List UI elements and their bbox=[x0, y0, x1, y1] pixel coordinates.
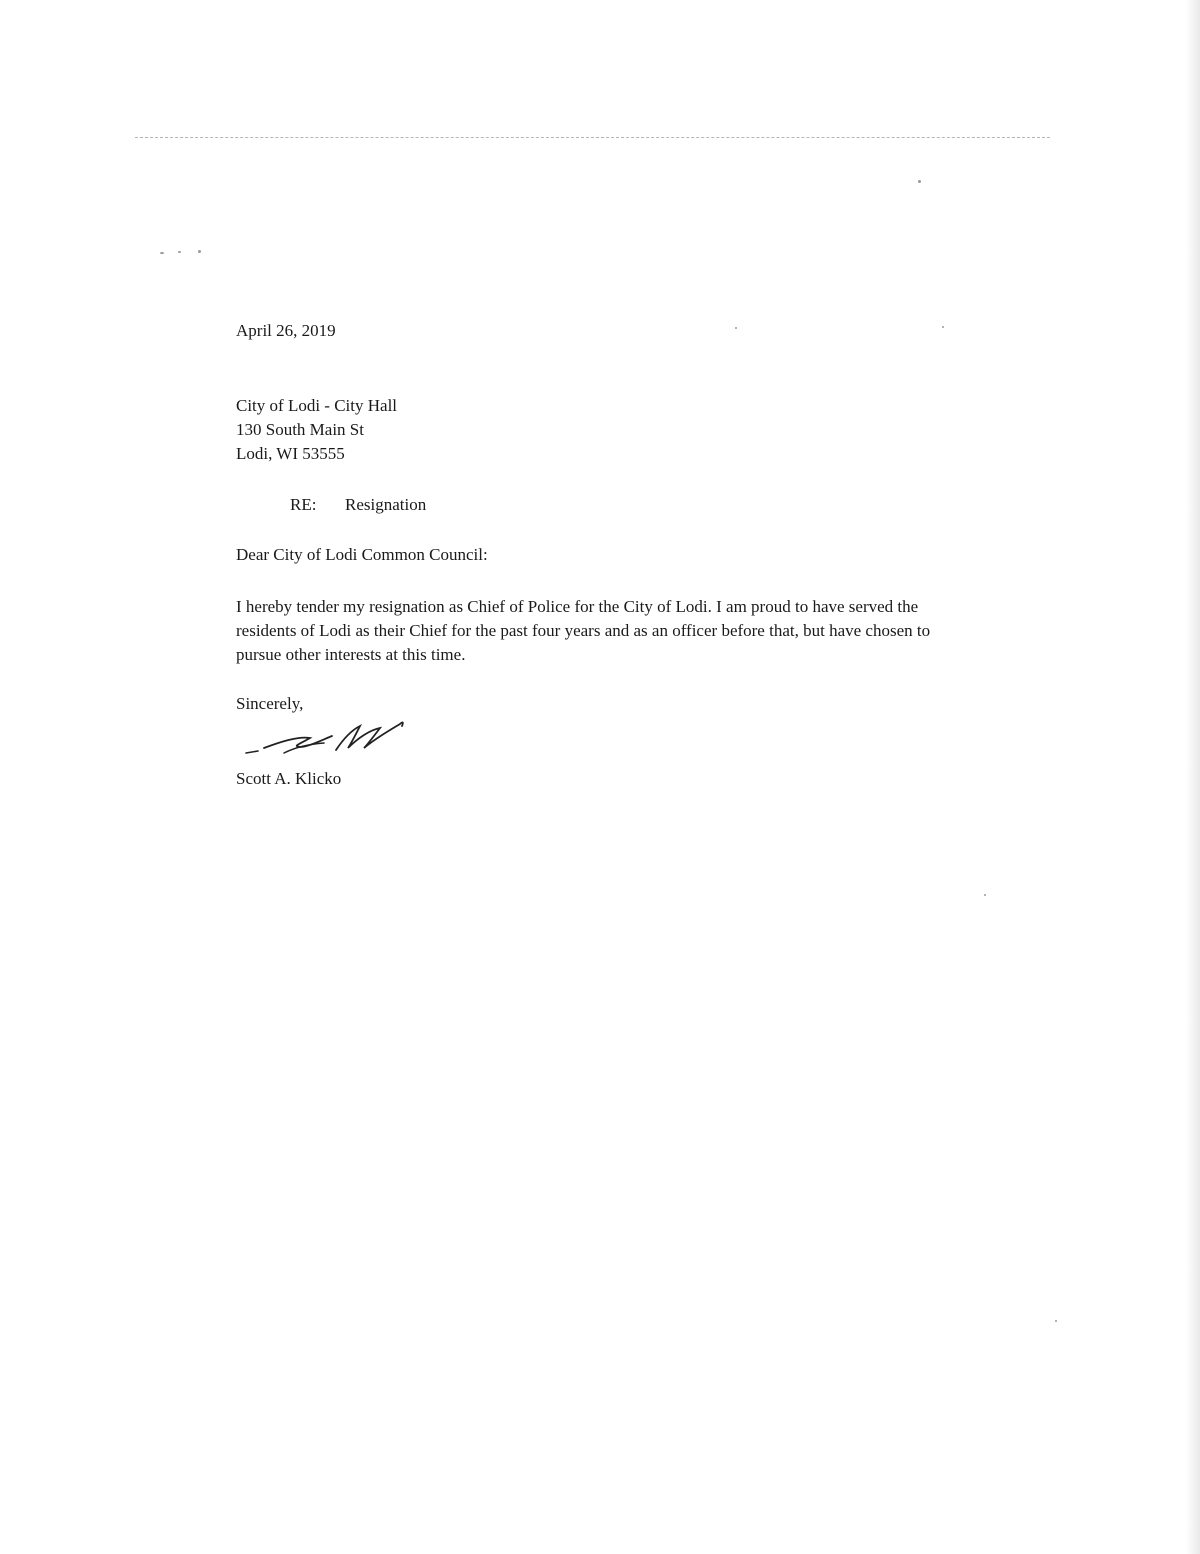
scan-speck bbox=[1055, 1320, 1057, 1322]
address-line-1: City of Lodi - City Hall bbox=[236, 396, 398, 415]
scan-speck bbox=[198, 250, 201, 253]
subject-line bbox=[290, 493, 426, 517]
scan-artifact-line bbox=[135, 137, 1050, 138]
scan-edge-shadow bbox=[1186, 0, 1200, 1554]
letter-date: April 26, 2019 bbox=[236, 321, 336, 340]
handwritten-signature bbox=[240, 716, 410, 764]
scan-speck bbox=[178, 251, 181, 253]
address-line-2: 130 South Main St bbox=[236, 420, 364, 439]
letter-body: I hereby tender my resignation as Chief of Police for the City of Lodi. I am proud to have served the residents of Lodi as their Chief for the past four years and as an officer before that, but have chosen to pursue other interests at this time. bbox=[236, 597, 931, 664]
closing: Sincerely, bbox=[236, 694, 304, 713]
subject-text: Resignation bbox=[345, 495, 427, 514]
salutation: Dear City of Lodi Common Council: bbox=[236, 545, 488, 564]
signer-name: Scott A. Klicko bbox=[236, 769, 342, 788]
scan-speck bbox=[984, 894, 986, 896]
scan-speck bbox=[735, 327, 737, 329]
scan-speck bbox=[942, 326, 944, 328]
scan-speck bbox=[160, 252, 164, 254]
scan-speck bbox=[918, 180, 921, 183]
address-line-3: Lodi, WI 53555 bbox=[236, 444, 345, 463]
recipient-address bbox=[236, 394, 397, 466]
subject-label: RE: bbox=[290, 495, 317, 514]
